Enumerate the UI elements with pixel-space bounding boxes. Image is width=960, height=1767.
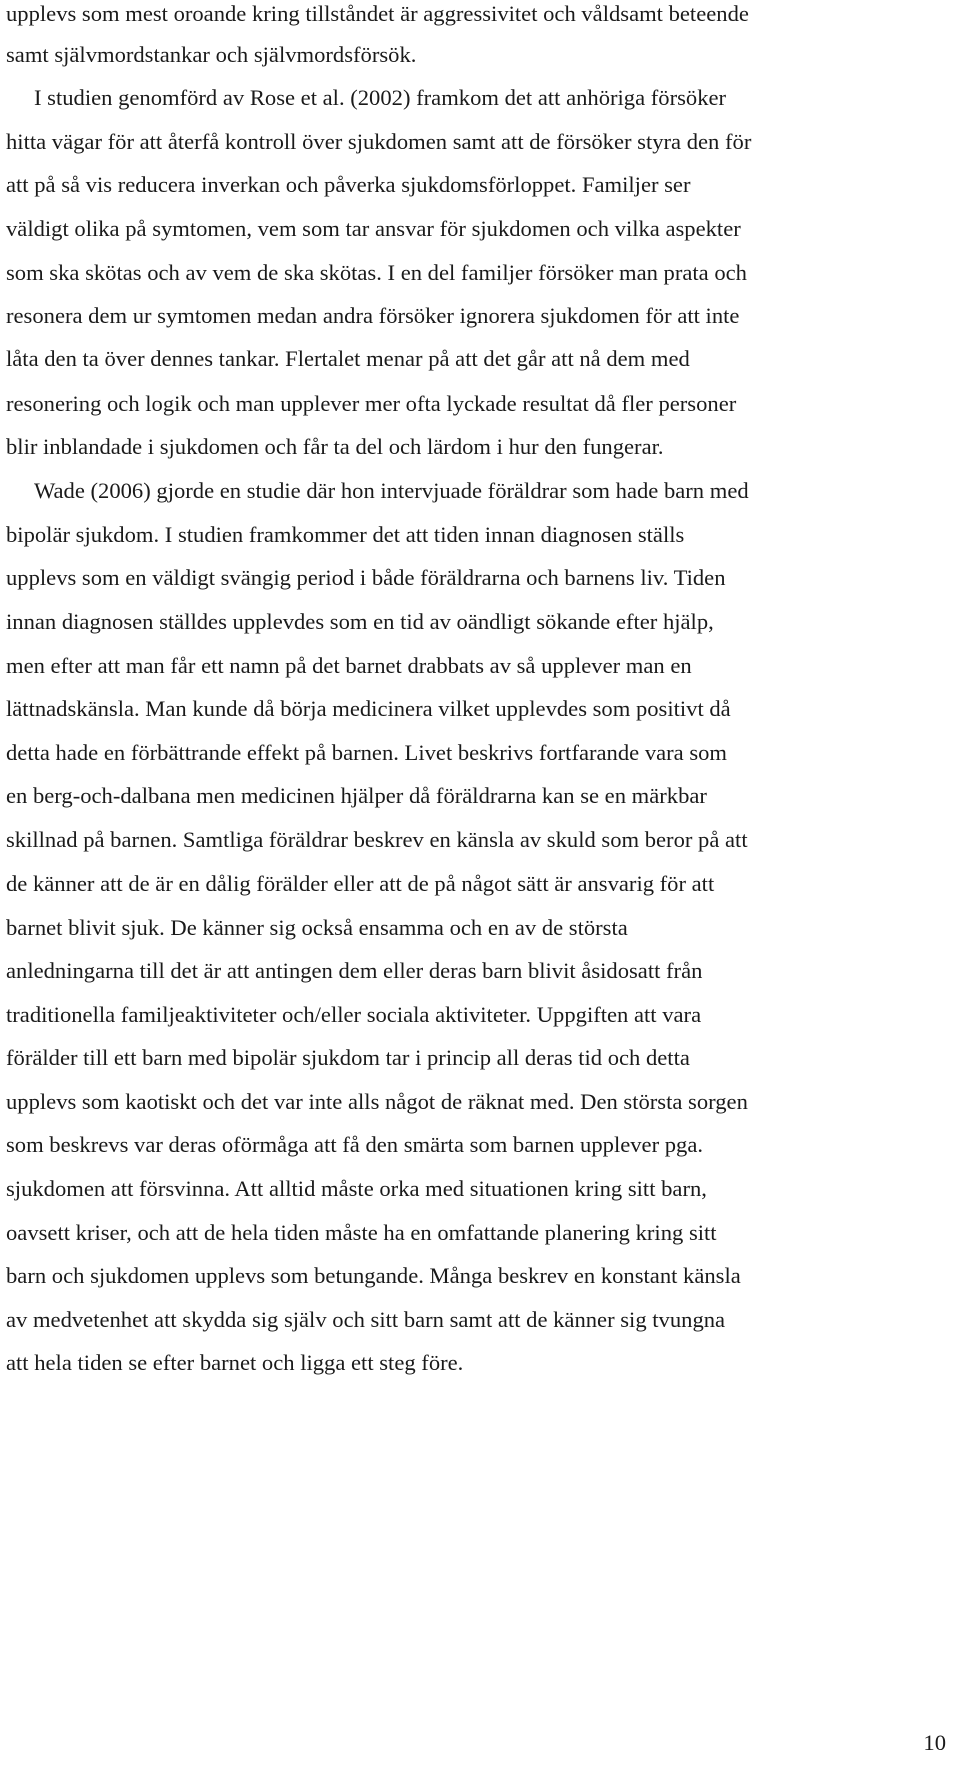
text-line: upplevs som mest oroande kring tillståndet är aggressivitet och våldsamt beteende [6, 1, 749, 26]
text-line: sjukdomen att försvinna. Att alltid måste orka med situationen kring sitt barn, [6, 1176, 707, 1201]
text-line: lättnadskänsla. Man kunde då börja medicinera vilket upplevdes som positivt då [6, 696, 731, 721]
text-line: resonera dem ur symtomen medan andra försöker ignorera sjukdomen för att inte [6, 303, 740, 328]
text-line: att hela tiden se efter barnet och ligga ett steg före. [6, 1350, 464, 1375]
text-line: skillnad på barnen. Samtliga föräldrar beskrev en känsla av skuld som beror på att [6, 827, 748, 852]
text-line: att på så vis reducera inverkan och påverka sjukdomsförloppet. Familjer ser [6, 172, 691, 197]
text-line: barnet blivit sjuk. De känner sig också ensamma och en av de största [6, 915, 628, 940]
text-line: samt självmordstankar och självmordsförsök. [6, 42, 417, 67]
text-line: låta den ta över dennes tankar. Flertalet menar på att det går att nå dem med [6, 346, 690, 371]
text-line: detta hade en förbättrande effekt på barnen. Livet beskrivs fortfarande vara som [6, 740, 728, 765]
text-line: upplevs som en väldigt svängig period i både föräldrarna och barnens liv. Tiden [6, 565, 726, 590]
text-line: resonering och logik och man upplever mer ofta lyckade resultat då fler personer [6, 391, 737, 416]
text-line: hitta vägar för att återfå kontroll över sjukdomen samt att de försöker styra den för [6, 129, 752, 154]
text-line: de känner att de är en dålig förälder eller att de på något sätt är ansvarig för att [6, 871, 715, 896]
text-line: innan diagnosen ställdes upplevdes som en tid av oändligt sökande efter hjälp, [6, 609, 714, 634]
text-line: blir inblandade i sjukdomen och får ta del och lärdom i hur den fungerar. [6, 434, 664, 459]
text-line: väldigt olika på symtomen, vem som tar ansvar för sjukdomen och vilka aspekter [6, 216, 741, 241]
text-line: bipolär sjukdom. I studien framkommer det att tiden innan diagnosen ställs [6, 522, 685, 547]
text-line: anledningarna till det är att antingen dem eller deras barn blivit åsidosatt från [6, 958, 703, 983]
text-line: förälder till ett barn med bipolär sjukdom tar i princip all deras tid och detta [6, 1045, 690, 1070]
text-line: som ska skötas och av vem de ska skötas. I en del familjer försöker man prata och [6, 260, 747, 285]
page-number: 10 [923, 1730, 946, 1755]
text-line: barn och sjukdomen upplevs som betungande. Många beskrev en konstant känsla [6, 1263, 741, 1288]
text-line: I studien genomförd av Rose et al. (2002) framkom det att anhöriga försöker [34, 85, 727, 110]
text-line: som beskrevs var deras oförmåga att få den smärta som barnen upplever pga. [6, 1132, 704, 1157]
text-line: oavsett kriser, och att de hela tiden måste ha en omfattande planering kring sitt [6, 1220, 717, 1245]
text-line: traditionella familjeaktiviteter och/eller sociala aktiviteter. Uppgiften att vara [6, 1002, 702, 1027]
text-line: av medvetenhet att skydda sig själv och sitt barn samt att de känner sig tvungna [6, 1307, 726, 1332]
text-line: upplevs som kaotiskt och det var inte alls något de räknat med. Den största sorgen [6, 1089, 748, 1114]
text-line: men efter att man får ett namn på det barnet drabbats av så upplever man en [6, 653, 692, 678]
text-line: en berg-och-dalbana men medicinen hjälper då föräldrarna kan se en märkbar [6, 783, 707, 808]
text-line: Wade (2006) gjorde en studie där hon intervjuade föräldrar som hade barn med [34, 478, 749, 503]
